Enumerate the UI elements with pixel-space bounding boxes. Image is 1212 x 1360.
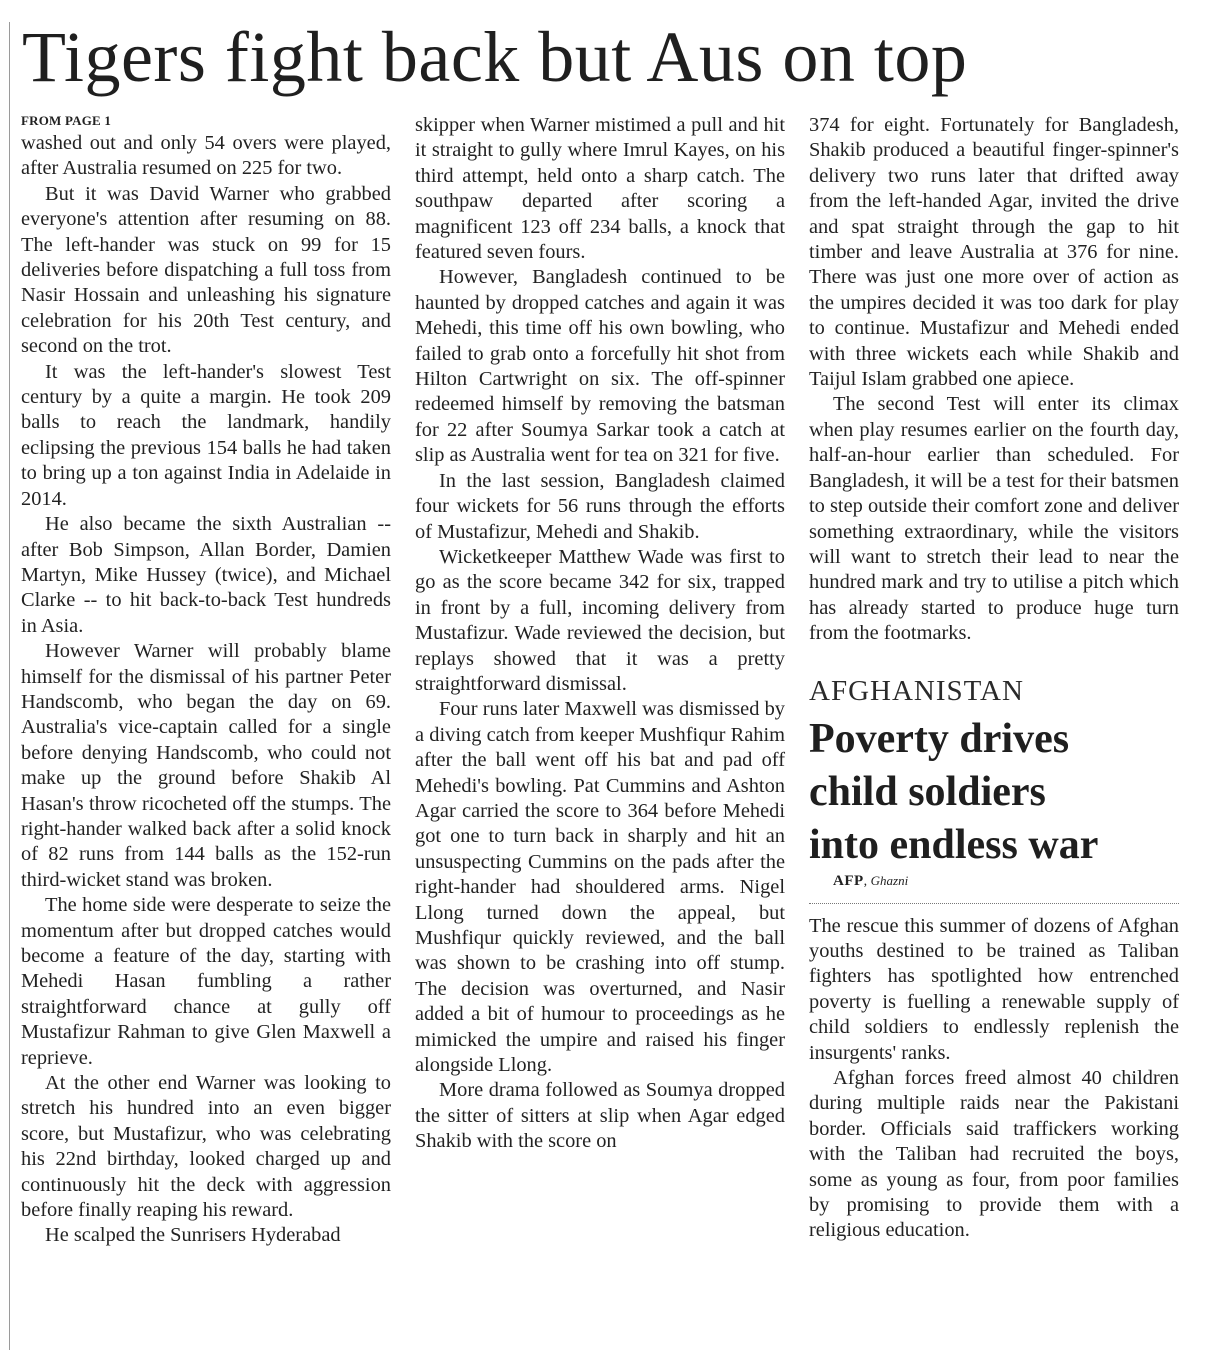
byline bbox=[809, 872, 1179, 891]
continuation-label: FROM PAGE 1 bbox=[21, 113, 112, 128]
article-paragraph: But it was David Warner who grabbed everyone's attention after resuming on 88. The left-hander was stuck on 99 for 15 deliveries before dispatching a full toss from Nasir Hossain and unleashing his signature celebration for his 20th Test century, and second on the trot. bbox=[21, 182, 391, 358]
article-column-2 bbox=[415, 113, 785, 1155]
article-paragraph: Four runs later Maxwell was dismissed by a diving catch from keeper Mushfiqur Rahim after the ball went off his bat and pad off Mehedi's bowling. Pat Cummins and Ashton Agar carried the score to 364 before Mehedi got one to turn back in sharply and hit an unsuspecting Cummins on the pads after the right-hander had shouldered arms. Nigel Llong turned down the appeal, but Mushfiqur quickly reviewed, and the ball was shown to be crashing into off stump. The decision was overturned, and Nasir added a bit of humour to proceedings as he mimicked the umpire and raised his finger alongside Llong. bbox=[415, 698, 785, 1077]
article-paragraph: He also became the sixth Australian -- after Bob Simpson, Allan Border, Damien Martyn, Mike Hussey (twice), and Michael Clarke -- to hit back-to-back Test hundreds in Asia. bbox=[21, 513, 391, 637]
left-margin-rule bbox=[9, 22, 10, 1350]
article-paragraph: More drama followed as Soumya dropped the sitter of sitters at slip when Agar edged Shakib with the score on bbox=[415, 1079, 785, 1153]
article-paragraph: However Warner will probably blame himself for the dismissal of his partner Peter Handscomb, who began the day on 69. Australia's vice-captain called for a single before denying Handscomb, who could not make up the ground before Shakib Al Hasan's throw ricocheted off the stumps. The right-hander walked back after a solid knock of 82 runs from 144 balls as the 152-run third-wicket stand was broken. bbox=[21, 640, 391, 891]
article-paragraph: In the last session, Bangladesh claimed four wickets for 56 runs through the efforts of Mustafizur, Mehedi and Shakib. bbox=[415, 469, 785, 543]
byline-divider bbox=[809, 903, 1179, 904]
article-column-3 bbox=[809, 113, 1179, 1244]
byline-agency: AFP bbox=[833, 872, 864, 889]
headline-line: child soldiers bbox=[809, 768, 1046, 815]
byline-separator: , bbox=[863, 873, 871, 889]
article-paragraph: The second Test will enter its climax when play resumes earlier on the fourth day, half-an-hour earlier than scheduled. For Bangladesh, it will be a test for their batsmen to step outside their comfort zone and deliver something extraordinary, while the visitors will want to stretch their lead to near the hundred mark and try to utilise a pitch which has already started to produce huge turn from the footmarks. bbox=[809, 393, 1179, 645]
article-paragraph: The rescue this summer of dozens of Afghan youths destined to be trained as Taliban fighters has spotlighted how entrenched poverty is fuelling a renewable supply of child soldiers to endlessly replenish the insurgents' ranks. bbox=[809, 914, 1179, 1064]
article-column-1 bbox=[21, 113, 391, 1249]
article-paragraph: It was the left-hander's slowest Test century by a quite a margin. He took 209 balls to reach the landmark, handily eclipsing the previous 154 balls he had taken to bring up a ton against India in Adelaide in 2014. bbox=[21, 360, 391, 510]
article-paragraph: skipper when Warner mistimed a pull and hit it straight to gully where Imrul Kayes, on his third attempt, held onto a sharp catch. The southpaw departed after scoring a magnificent 123 off 234 balls, a knock that featured seven fours. bbox=[415, 114, 785, 264]
article-paragraph: washed out and only 54 overs were played, after Australia resumed on 225 for two. bbox=[21, 132, 391, 180]
article-paragraph: Afghan forces freed almost 40 children during multiple raids near the Pakistani border. Officials said traffickers working with the Taliban had recruited the boys, some as young as four, from poor families by promising to provide them with a religious education. bbox=[809, 1066, 1179, 1242]
article-paragraph: 374 for eight. Fortunately for Bangladesh, Shakib produced a beautiful finger-spinner's delivery two runs later that drifted away from the left-handed Agar, invited the drive and spat straight through the gap to hit timber and leave Australia at 376 for nine. There was just one more over of action as the umpires decided it was too dark for play to continue. Mustafizur and Mehedi ended with three wickets each while Shakib and Taijul Islam grabbed one apiece. bbox=[809, 114, 1179, 391]
headline-line: Poverty drives bbox=[809, 715, 1070, 762]
article-paragraph: Wicketkeeper Matthew Wade was first to go as the score became 342 for six, trapped in front by a full, incoming delivery from Mustafizur. Wade reviewed the decision, but replays showed that it was a pretty straightforward dismissal. bbox=[415, 545, 785, 695]
second-article-headline bbox=[809, 713, 1179, 872]
section-label: AFGHANISTAN bbox=[809, 674, 1024, 707]
article-paragraph: However, Bangladesh continued to be haunted by dropped catches and again it was Mehedi, this time off his own bowling, who failed to grab onto a forcefully hit shot from Hilton Cartwright on six. The off-spinner redeemed himself by removing the batsman for 22 after Soumya Sarkar took a catch at slip as Australia went for tea on 321 for five. bbox=[415, 266, 785, 467]
article-paragraph: At the other end Warner was looking to stretch his hundred into an even bigger score, but Mustafizur, who was celebrating his 22nd birthday, looked charged up and continuously hit the deck with aggression before finally reaping his reward. bbox=[21, 1072, 391, 1222]
article-paragraph: The home side were desperate to seize the momentum after but dropped catches would become a feature of the day, starting with Mehedi Hasan fumbling a rather straightforward chance at gully off Mustafizur Rahman to give Glen Maxwell a reprieve. bbox=[21, 894, 391, 1069]
byline-place: Ghazni bbox=[870, 872, 909, 888]
main-headline: Tigers fight back but Aus on top bbox=[22, 17, 968, 97]
headline-line: into endless war bbox=[809, 821, 1099, 868]
article-paragraph: He scalped the Sunrisers Hyderabad bbox=[45, 1224, 341, 1247]
second-article bbox=[809, 673, 1179, 1244]
